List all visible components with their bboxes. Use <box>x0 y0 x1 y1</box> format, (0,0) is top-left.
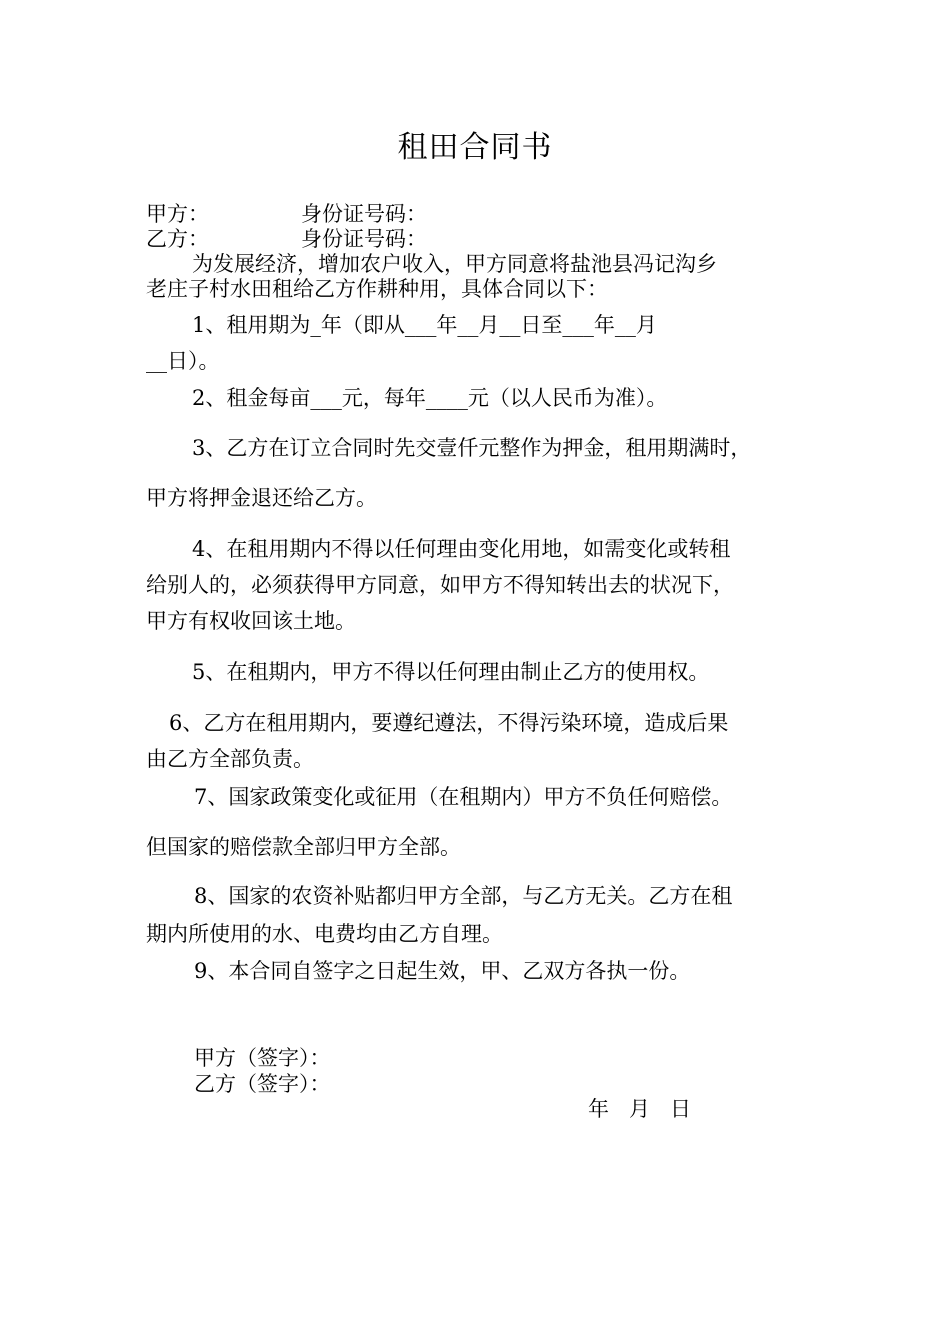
clause-4-line-2: 给别人的，必须获得甲方同意，如甲方不得知转出去的状况下， <box>146 573 734 597</box>
clause-1-line-1: 1、租用期为_年（即从___年__月__日至___年__月 <box>192 313 657 337</box>
clause-3-line-1: 3、乙方在订立合同时先交壹仟元整作为押金，租用期满时， <box>192 436 752 460</box>
clause-6-line-2: 由乙方全部负责。 <box>146 747 314 771</box>
party-b-id-label: 身份证号码： <box>301 227 427 251</box>
clause-5-line-1: 5、在租期内，甲方不得以任何理由制止乙方的使用权。 <box>192 660 710 684</box>
intro-line-2: 老庄子村水田租给乙方作耕种用，具体合同以下： <box>146 277 608 301</box>
party-a-label: 甲方： <box>146 202 209 226</box>
clause-8-line-1: 8、国家的农资补贴都归甲方全部，与乙方无关。乙方在租 <box>194 884 733 908</box>
clause-3-line-2: 甲方将押金退还给乙方。 <box>146 486 377 510</box>
clause-2-line-1: 2、租金每亩___元，每年____元（以人民币为准）。 <box>192 386 668 410</box>
clause-1-line-2: __日）。 <box>146 349 220 373</box>
document-title: 租田合同书 <box>397 130 553 165</box>
clause-4-line-1: 4、在租用期内不得以任何理由变化用地，如需变化或转租 <box>192 537 731 561</box>
clause-7-line-1: 7、国家政策变化或征用（在租期内）甲方不负任何赔偿。 <box>194 785 733 809</box>
clause-6-line-1: 6、乙方在租用期内，要遵纪遵法，不得污染环境，造成后果 <box>169 711 729 735</box>
clause-4-line-3: 甲方有权收回该土地。 <box>146 609 356 633</box>
clause-8-line-2: 期内所使用的水、电费均由乙方自理。 <box>146 922 503 946</box>
signature-date: 年 月 日 <box>588 1097 692 1121</box>
party-b-signature-label: 乙方（签字）： <box>194 1072 331 1096</box>
party-b-label: 乙方： <box>146 227 209 251</box>
clause-9-line-1: 9、本合同自签字之日起生效，甲、乙双方各执一份。 <box>194 959 691 983</box>
clause-7-line-2: 但国家的赔偿款全部归甲方全部。 <box>146 835 461 859</box>
party-a-id-label: 身份证号码： <box>301 202 427 226</box>
intro-line-1: 为发展经济，增加农户收入，甲方同意将盐池县冯记沟乡 <box>192 252 717 276</box>
party-a-signature-label: 甲方（签字）： <box>194 1046 331 1070</box>
